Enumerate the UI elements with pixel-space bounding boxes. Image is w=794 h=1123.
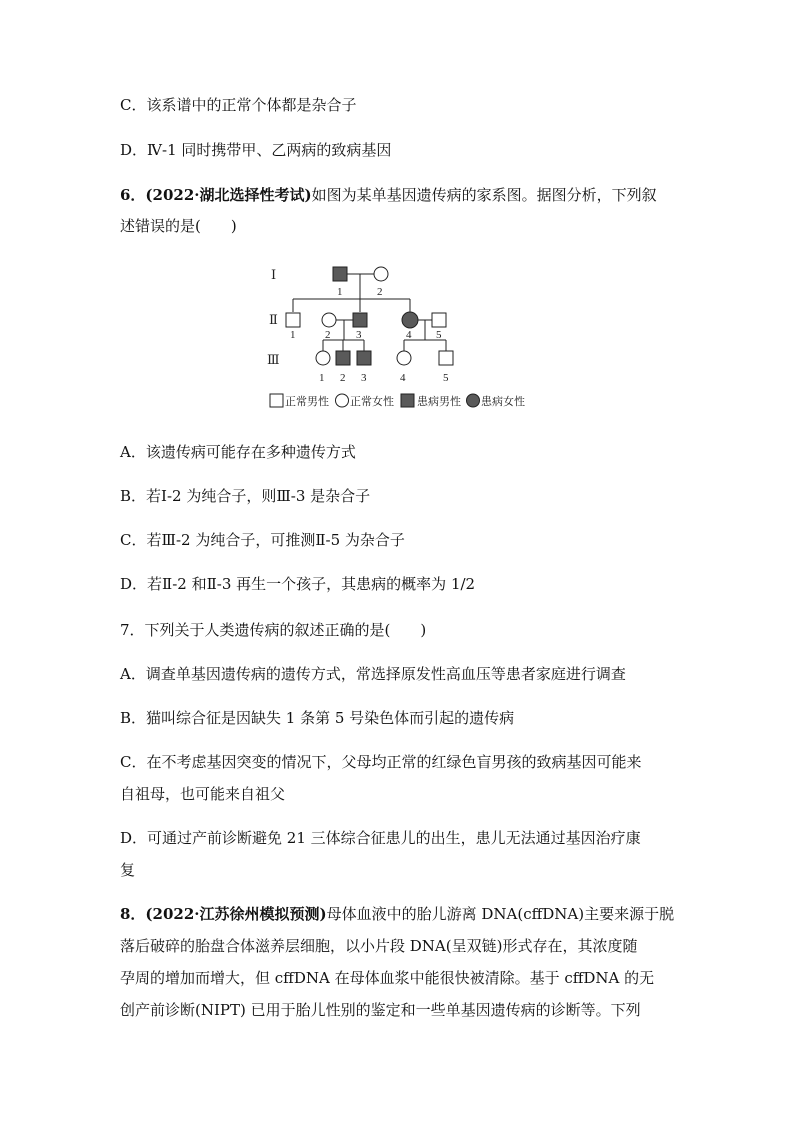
gen1-label-1: 1 (337, 286, 343, 298)
gen2-individual-5-normal-male (432, 313, 446, 327)
q5-option-d: D．Ⅳ-1 同时携带甲、乙两病的致病基因 (120, 141, 392, 159)
gen3-individual-2-affected-male (336, 351, 350, 365)
q6-stem-line2: 述错误的是( ) (120, 217, 237, 235)
q7-stem: 7．下列关于人类遗传病的叙述正确的是( ) (120, 621, 427, 639)
legend-normal-male-label: 正常男性 (285, 396, 329, 408)
gen2-individual-1-normal-male (286, 313, 300, 327)
q7-option-c-line2: 自祖母，也可能来自祖父 (120, 785, 286, 803)
q8-stem-line3: 孕周的增加而增大，但 cffDNA 在母体血浆中能很快被清除。基于 cffDNA 的无 (120, 969, 655, 987)
legend-normal-female-label: 正常女性 (350, 396, 394, 408)
gen1-individual-1-affected-male (333, 267, 347, 281)
gen3-label-1: 1 (319, 372, 325, 384)
gen3-individual-3-affected-male (357, 351, 371, 365)
q6-source: 6．(2022·湖北选择性考试) (120, 186, 312, 204)
legend-normal-female-icon (336, 394, 349, 407)
gen2-individual-4-affected-female (402, 312, 418, 328)
gen3-label-4: 4 (400, 372, 406, 384)
q6-option-b: B．若Ⅰ-2 为纯合子，则Ⅲ-3 是杂合子 (120, 487, 371, 505)
legend-affected-female-icon (467, 394, 480, 407)
gen3-label-2: 2 (340, 372, 346, 384)
q8-stem-text: 母体血液中的胎儿游离 DNA(cffDNA)主要来源于脱 (326, 905, 675, 923)
gen2-individual-3-affected-male (353, 313, 367, 327)
gen2-label-3: 3 (356, 329, 362, 341)
gen3-label-3: 3 (361, 372, 367, 384)
q7-option-a: A．调查单基因遗传病的遗传方式，常选择原发性高血压等患者家庭进行调查 (120, 665, 626, 683)
gen3-individual-1-normal-female (316, 351, 330, 365)
gen2-individual-2-normal-female (322, 313, 336, 327)
q6-stem-line1 (120, 185, 657, 205)
gen2-label-5: 5 (436, 329, 442, 341)
gen-label-2: Ⅱ (269, 312, 278, 327)
legend-affected-male-label: 患病男性 (417, 396, 461, 408)
q8-stem-line2: 落后破碎的胎盘合体滋养层细胞，以小片段 DNA(呈双链)形式存在，其浓度随 (120, 937, 638, 955)
q6-option-d: D．若Ⅱ-2 和Ⅱ-3 再生一个孩子，其患病的概率为 1/2 (120, 575, 476, 593)
pedigree-chart (262, 258, 552, 413)
gen-label-1: Ⅰ (271, 267, 277, 282)
q7-option-d-line2: 复 (120, 861, 136, 879)
gen1-individual-2-normal-female (374, 267, 388, 281)
legend-affected-female-label: 患病女性 (481, 396, 525, 408)
q7-option-d-line1: D．可通过产前诊断避免 21 三体综合征患儿的出生，患儿无法通过基因治疗康 (120, 829, 641, 847)
gen3-individual-5-normal-male (439, 351, 453, 365)
q5-option-c: C．该系谱中的正常个体都是杂合子 (120, 96, 357, 114)
q6-option-c: C．若Ⅲ-2 为纯合子，可推测Ⅱ-5 为杂合子 (120, 531, 405, 549)
q6-stem-text: 如图为某单基因遗传病的家系图。据图分析，下列叙 (311, 186, 657, 204)
gen3-label-5: 5 (443, 372, 449, 384)
q6-option-a: A．该遗传病可能存在多种遗传方式 (120, 443, 356, 461)
legend-affected-male-icon (401, 394, 414, 407)
q8-stem-line1 (120, 904, 674, 924)
gen3-individual-4-normal-female (397, 351, 411, 365)
q7-option-b: B．猫叫综合征是因缺失 1 条第 5 号染色体而引起的遗传病 (120, 709, 515, 727)
gen2-label-4: 4 (406, 329, 412, 341)
q8-source: 8．(2022·江苏徐州模拟预测) (120, 905, 327, 923)
gen1-label-2: 2 (377, 286, 383, 298)
legend-normal-male-icon (270, 394, 283, 407)
gen-label-3: Ⅲ (267, 352, 280, 367)
gen2-label-1: 1 (290, 329, 296, 341)
q7-option-c-line1: C．在不考虑基因突变的情况下，父母均正常的红绿色盲男孩的致病基因可能来 (120, 753, 642, 771)
gen2-label-2: 2 (325, 329, 331, 341)
q8-stem-line4: 创产前诊断(NIPT) 已用于胎儿性别的鉴定和一些单基因遗传病的诊断等。下列 (120, 1001, 641, 1019)
